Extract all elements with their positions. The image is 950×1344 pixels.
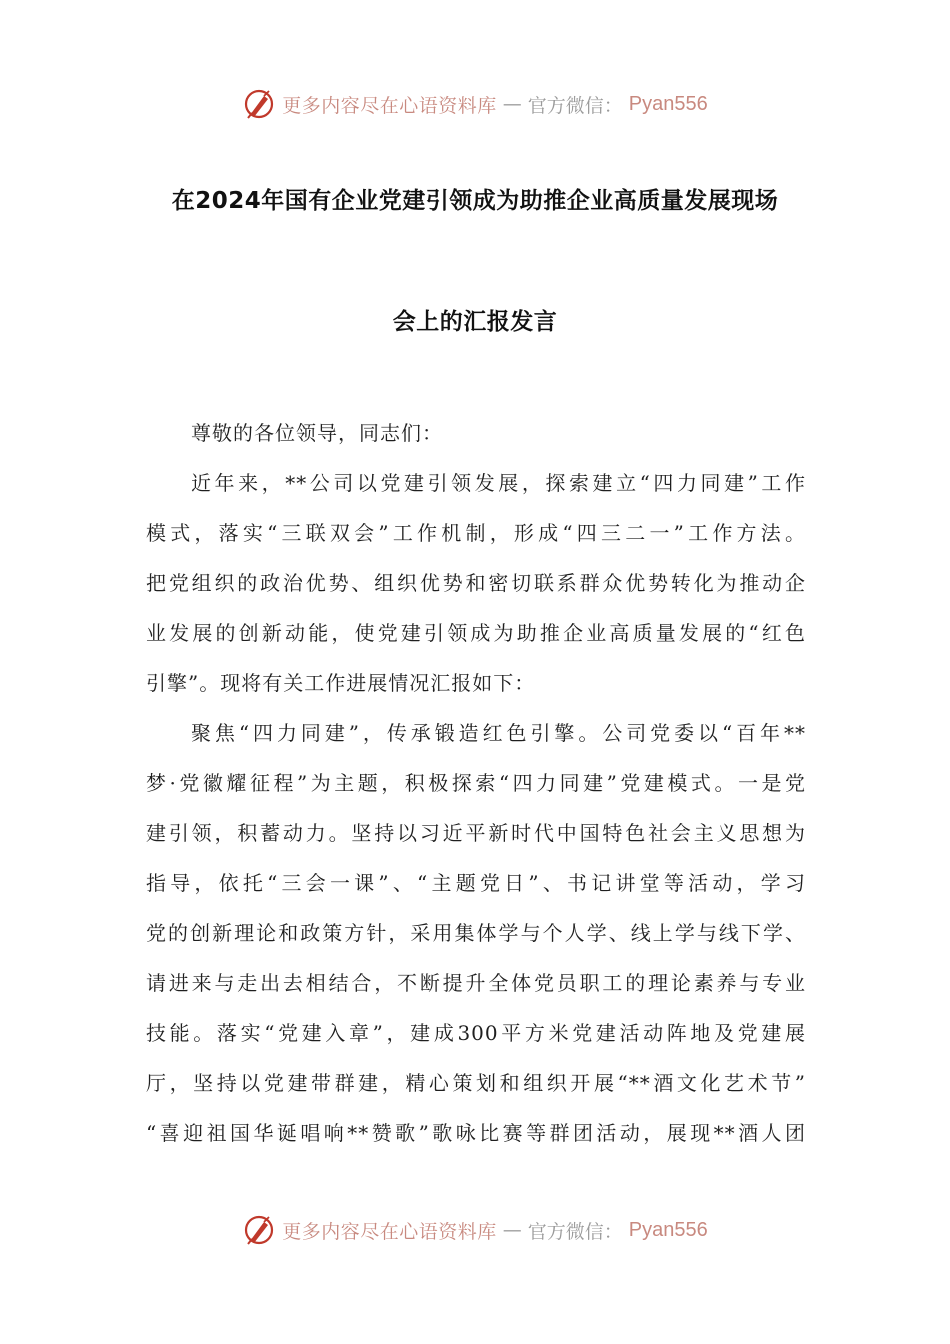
body-line: 请进来与走出去相结合，不断提升全体党员职工的理论素养与专业 xyxy=(146,971,806,995)
body-line: 指导，依托“三会一课”、“主题党日”、书记讲堂等活动，学习 xyxy=(146,871,806,895)
body-line: 建引领，积蓄动力。坚持以习近平新时代中国特色社会主义思想为 xyxy=(146,821,806,845)
banner-text: 更多内容尽在心语资料库 xyxy=(282,94,497,117)
header-banner xyxy=(0,84,950,124)
banner-separator: — xyxy=(502,1219,522,1241)
body-line: 模式，落实“三联双会”工作机制，形成“四三二一”工作方法。 xyxy=(146,521,806,545)
body-line: 党的创新理论和政策方针，采用集体学与个人学、线上学与线下学、 xyxy=(146,921,806,945)
body-line: 技能。落实“党建入章”，建成300平方米党建活动阵地及党建展 xyxy=(146,1021,806,1045)
banner-wechat-id: Pyan556 xyxy=(628,92,708,115)
body-line: 聚焦“四力同建”，传承锻造红色引擎。公司党委以“百年** xyxy=(191,721,806,745)
footer-banner xyxy=(0,1210,950,1250)
body-line: 厅，坚持以党建带群建，精心策划和组织开展“**酒文化艺术节” xyxy=(146,1071,806,1095)
body-line: 近年来，**公司以党建引领发展，探索建立“四力同建”工作 xyxy=(191,471,806,495)
body-line: 业发展的创新动能，使党建引领成为助推企业高质量发展的“红色 xyxy=(146,621,806,645)
body-line: “喜迎祖国华诞唱响**赞歌”歌咏比赛等群团活动，展现**酒人团 xyxy=(146,1121,806,1145)
banner-wechat-label: 官方微信： xyxy=(527,1220,623,1243)
salutation-line: 尊敬的各位领导，同志们： xyxy=(191,421,443,445)
quill-pen-logo-icon xyxy=(242,87,276,121)
body-line: 把党组织的政治优势、组织优势和密切联系群众优势转化为推动企 xyxy=(146,571,806,595)
banner-text: 更多内容尽在心语资料库 xyxy=(282,1220,497,1243)
banner-wechat-id: Pyan556 xyxy=(628,1218,708,1241)
body-line: 引擎”。现将有关工作进展情况汇报如下： xyxy=(146,671,536,695)
document-title-line-2: 会上的汇报发言 xyxy=(392,309,558,335)
body-line: 梦·党徽耀征程”为主题，积极探索“四力同建”党建模式。一是党 xyxy=(146,771,806,795)
banner-separator: — xyxy=(502,93,522,115)
document-body xyxy=(146,418,806,1168)
document-title-line-1: 在2024年国有企业党建引领成为助推企业高质量发展现场 xyxy=(171,188,779,214)
banner-wechat-label: 官方微信： xyxy=(527,94,623,117)
quill-pen-logo-icon xyxy=(242,1213,276,1247)
